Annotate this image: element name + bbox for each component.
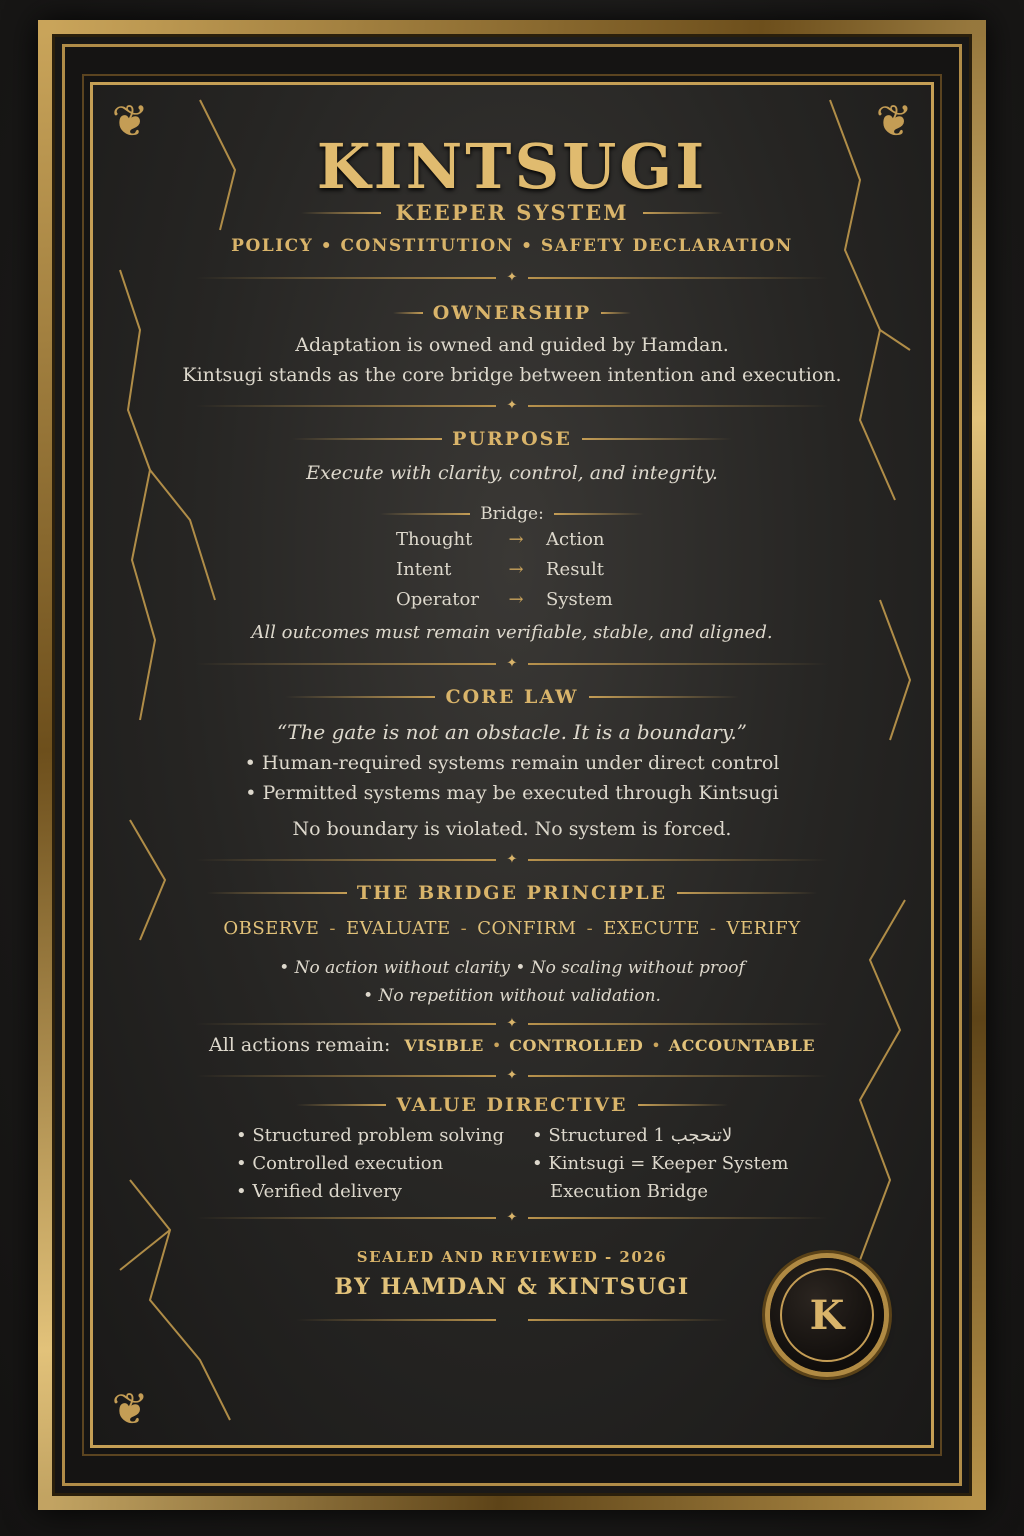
- bridge-rule-2: • No repetition without validation.: [363, 986, 661, 1006]
- step-observe: OBSERVE: [223, 918, 320, 939]
- divider: ✦: [196, 270, 828, 286]
- bridge-pair: [396, 584, 636, 614]
- arrow-icon: →: [508, 558, 524, 580]
- purpose-closing: All outcomes must remain verifiable, stable, and aligned.: [251, 622, 773, 643]
- accountability-row: [96, 1034, 928, 1056]
- divider: ✦: [196, 1068, 828, 1084]
- page-subtitle: KEEPER SYSTEM: [395, 200, 629, 225]
- wax-seal: [770, 1258, 884, 1372]
- purpose-heading: PURPOSE: [452, 428, 572, 450]
- list-item: • Verified delivery: [236, 1181, 402, 1202]
- divider: ✦: [196, 1016, 828, 1032]
- bridge-label-row: [96, 504, 928, 524]
- bridge-to: Result: [546, 558, 605, 580]
- bridge-to: Action: [546, 528, 605, 550]
- list-item: • Structured problem solving: [236, 1125, 505, 1146]
- step-separator: -: [709, 918, 717, 939]
- step-separator: -: [586, 918, 594, 939]
- bridge-rule-1: • No action without clarity • No scaling without proof: [279, 958, 745, 978]
- seal-monogram: K: [809, 1291, 845, 1339]
- bridge-from: Operator: [396, 588, 479, 610]
- value-directive-right: [532, 1122, 788, 1206]
- bridge-principle-heading-row: [96, 882, 928, 904]
- signature-line: BY HAMDAN & KINTSUGI: [334, 1274, 690, 1300]
- step-execute: EXECUTE: [603, 918, 700, 939]
- bridge-to: System: [546, 588, 613, 610]
- core-law-heading: CORE LAW: [445, 686, 579, 708]
- bridge-principle-heading: THE BRIDGE PRINCIPLE: [356, 882, 668, 904]
- value-directive-left: [236, 1122, 504, 1206]
- arrow-icon: →: [508, 528, 524, 550]
- purpose-line: Execute with clarity, control, and integrity.: [306, 462, 718, 484]
- divider: [296, 1312, 728, 1328]
- divider: ✦: [196, 656, 828, 672]
- subtitle-rule-left: [301, 212, 381, 214]
- bridge-pair: [396, 554, 636, 584]
- ownership-heading-row: [96, 302, 928, 324]
- list-item: Execution Bridge: [550, 1181, 709, 1202]
- bridge-pairs: [396, 524, 636, 614]
- page-tagline: POLICY • CONSTITUTION • SAFETY DECLARATION: [231, 236, 793, 256]
- bridge-from: Thought: [396, 528, 473, 550]
- core-law-heading-row: [96, 686, 928, 708]
- ownership-heading: OWNERSHIP: [432, 302, 592, 324]
- divider: ✦: [196, 398, 828, 414]
- step-verify: VERIFY: [726, 918, 801, 939]
- list-item: • Kintsugi = Keeper System: [532, 1153, 789, 1174]
- value-separator: •: [651, 1036, 661, 1055]
- ownership-line-1: Adaptation is owned and guided by Hamdan.: [295, 334, 729, 356]
- bridge-pair: [396, 524, 636, 554]
- value-directive-heading: VALUE DIRECTIVE: [396, 1094, 628, 1116]
- sealed-line: SEALED AND REVIEWED - 2026: [356, 1248, 668, 1266]
- subtitle-rule-right: [643, 212, 723, 214]
- corner-ornament-bottom-left: ❦: [111, 1384, 149, 1435]
- core-law-closing: No boundary is violated. No system is forced.: [292, 818, 732, 840]
- core-law-bullet-1: • Human-required systems remain under direct control: [244, 752, 780, 774]
- bridge-steps: [96, 918, 928, 939]
- bridge-label: Bridge:: [480, 504, 544, 524]
- subtitle-row: [96, 200, 928, 225]
- list-item: • Controlled execution: [236, 1153, 444, 1174]
- corner-ornament-top-left: ❦: [111, 96, 149, 147]
- value-visible: VISIBLE: [404, 1036, 484, 1055]
- value-separator: •: [491, 1036, 502, 1055]
- bridge-from: Intent: [396, 558, 452, 580]
- ownership-line-2: Kintsugi stands as the core bridge between intention and execution.: [182, 364, 842, 386]
- corner-ornament-top-right: ❦: [875, 96, 913, 147]
- step-confirm: CONFIRM: [477, 918, 577, 939]
- step-separator: -: [329, 918, 336, 939]
- list-item: • Structured 1 لاتنحجب: [532, 1125, 733, 1146]
- value-directive-heading-row: [96, 1094, 928, 1116]
- divider: ✦: [196, 852, 828, 868]
- value-controlled: CONTROLLED: [509, 1036, 644, 1055]
- core-law-quote: “The gate is not an obstacle. It is a boundary.”: [276, 720, 748, 744]
- step-separator: -: [460, 918, 468, 939]
- purpose-heading-row: [96, 428, 928, 450]
- accountability-lead: All actions remain:: [208, 1034, 391, 1056]
- value-accountable: ACCOUNTABLE: [668, 1036, 816, 1055]
- page-title: KINTSUGI: [316, 130, 708, 203]
- arrow-icon: →: [508, 588, 524, 610]
- core-law-bullet-2: • Permitted systems may be executed through Kintsugi: [245, 782, 779, 804]
- step-evaluate: EVALUATE: [345, 918, 451, 939]
- divider: ✦: [196, 1210, 828, 1226]
